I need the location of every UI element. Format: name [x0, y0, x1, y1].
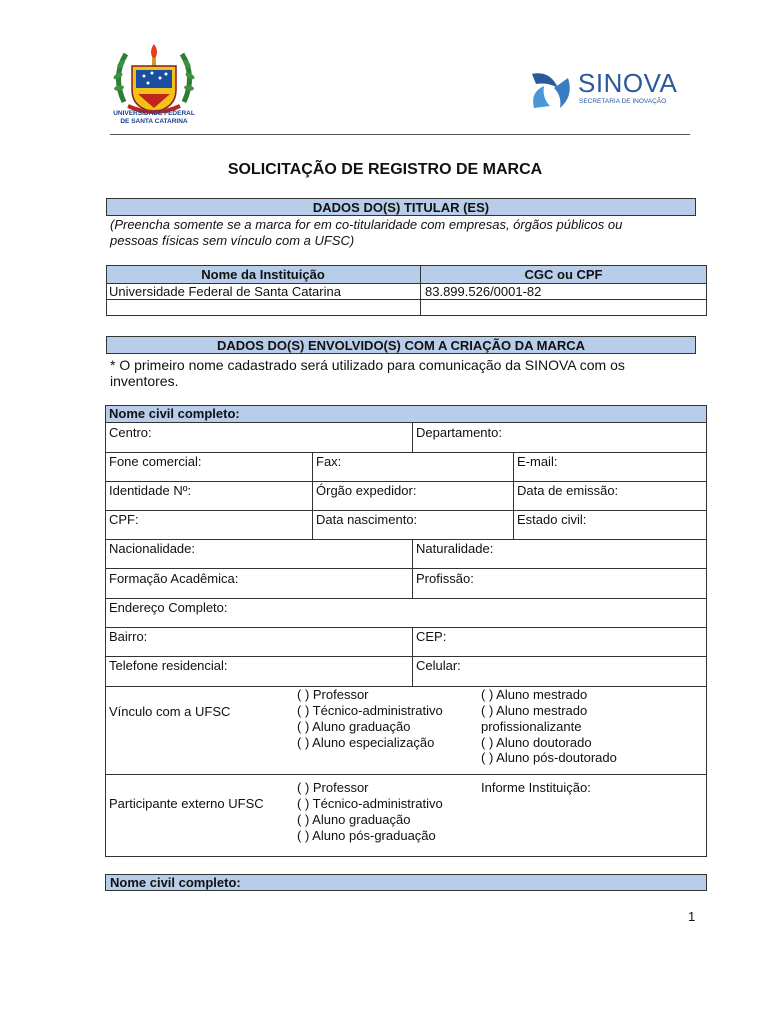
cep-field[interactable]: CEP: [416, 629, 447, 644]
cpf-field[interactable]: CPF: [109, 512, 139, 527]
vinculo-option-especializacao[interactable]: ( ) Aluno especialização [297, 735, 435, 750]
endereco-field[interactable]: Endereço Completo: [109, 600, 228, 615]
form-rule [105, 452, 707, 453]
col-header-cgc: CGC ou CPF [524, 267, 603, 282]
data-nascimento-field[interactable]: Data nascimento: [316, 512, 418, 527]
vinculo-option-doutorado[interactable]: ( ) Aluno doutorado [481, 735, 592, 750]
vinculo-option-mestrado[interactable]: ( ) Aluno mestrado [481, 687, 588, 702]
bairro-field[interactable]: Bairro: [109, 629, 148, 644]
ufsc-logo [106, 42, 202, 132]
departamento-field[interactable]: Departamento: [416, 425, 502, 440]
vinculo-option-professor[interactable]: ( ) Professor [297, 687, 369, 702]
titular-note-line1: (Preencha somente se a marca for em co-titularidade com empresas, órgãos públicos ou [110, 217, 623, 232]
titular-empty-instituicao-cell[interactable] [107, 300, 419, 315]
cell-instituicao: Universidade Federal de Santa Catarina [109, 284, 341, 299]
form-rule [105, 627, 707, 628]
cell-cgc: 83.899.526/0001-82 [425, 284, 542, 299]
envolvidos-note-line2: inventores. [110, 373, 179, 389]
telefone-residencial-field[interactable]: Telefone residencial: [109, 658, 228, 673]
sinova-swirl-icon [528, 68, 576, 114]
form-rule [412, 422, 413, 452]
form-rule [105, 539, 707, 540]
externo-label: Participante externo UFSC [109, 796, 264, 811]
form-rule [412, 627, 413, 686]
titular-heading: DADOS DO(S) TITULAR (ES) [106, 198, 696, 216]
form-rule [105, 422, 707, 423]
nome-civil-label: Nome civil completo: [109, 406, 240, 421]
titular-note-line2: pessoas físicas sem vínculo com a UFSC) [110, 233, 355, 248]
externo-option-tecnico[interactable]: ( ) Técnico-administrativo [297, 796, 443, 811]
centro-field[interactable]: Centro: [109, 425, 152, 440]
vinculo-label: Vínculo com a UFSC [109, 704, 231, 719]
externo-option-professor[interactable]: ( ) Professor [297, 780, 369, 795]
col-header-instituicao: Nome da Instituição [201, 267, 325, 282]
estado-civil-field[interactable]: Estado civil: [517, 512, 587, 527]
envolvidos-note-line1: * O primeiro nome cadastrado será utilizado para comunicação da SINOVA com os [110, 357, 625, 373]
naturalidade-field[interactable]: Naturalidade: [416, 541, 494, 556]
ufsc-name-line1: UNIVERSIDADE FEDERAL [113, 110, 195, 117]
sinova-name: SINOVA [578, 68, 678, 98]
person-form [105, 405, 707, 857]
email-field[interactable]: E-mail: [517, 454, 558, 469]
form-rule [312, 452, 313, 539]
orgao-expedidor-field[interactable]: Órgão expedidor: [316, 483, 417, 498]
form-rule [105, 598, 707, 599]
form-rule [105, 481, 707, 482]
envolvidos-heading: DADOS DO(S) ENVOLVIDO(S) COM A CRIAÇÃO DA MARCA [106, 336, 696, 354]
vinculo-option-pos-doutorado[interactable]: ( ) Aluno pós-doutorado [481, 750, 617, 765]
form-rule [105, 686, 707, 687]
vinculo-option-tecnico[interactable]: ( ) Técnico-administrativo [297, 703, 443, 718]
form-rule [105, 656, 707, 657]
ufsc-name-line2: DE SANTA CATARINA [120, 118, 188, 125]
profissao-field[interactable]: Profissão: [416, 571, 474, 586]
vinculo-option-graduacao[interactable]: ( ) Aluno graduação [297, 719, 411, 734]
fax-field[interactable]: Fax: [316, 454, 342, 469]
second-nome-civil-heading: Nome civil completo: [105, 874, 707, 891]
sinova-subtitle: SECRETARIA DE INOVAÇÃO [579, 98, 667, 105]
vinculo-option-mestrado-prof[interactable]: ( ) Aluno mestrado [481, 703, 588, 718]
data-emissao-field[interactable]: Data de emissão: [517, 483, 619, 498]
header-divider [110, 134, 690, 135]
page-title: SOLICITAÇÃO DE REGISTRO DE MARCA [227, 161, 543, 178]
formacao-field[interactable]: Formação Acadêmica: [109, 571, 239, 586]
form-rule [105, 568, 707, 569]
identidade-field[interactable]: Identidade Nº: [109, 483, 192, 498]
fone-comercial-field[interactable]: Fone comercial: [109, 454, 202, 469]
celular-field[interactable]: Celular: [416, 658, 461, 673]
informe-instituicao-field[interactable]: Informe Instituição: [481, 780, 591, 795]
nacionalidade-field[interactable]: Nacionalidade: [109, 541, 196, 556]
form-rule [105, 510, 707, 511]
form-rule [513, 452, 514, 539]
sinova-logo [528, 68, 688, 114]
page-number: 1 [688, 909, 696, 924]
ufsc-crest-icon [106, 42, 202, 116]
titular-empty-cgc-cell[interactable] [421, 300, 706, 315]
externo-option-pos-graduacao[interactable]: ( ) Aluno pós-graduação [297, 828, 436, 843]
form-rule [412, 539, 413, 598]
vinculo-option-mestrado-prof-cont: profissionalizante [481, 719, 582, 734]
externo-option-graduacao[interactable]: ( ) Aluno graduação [297, 812, 411, 827]
form-rule [105, 774, 707, 775]
